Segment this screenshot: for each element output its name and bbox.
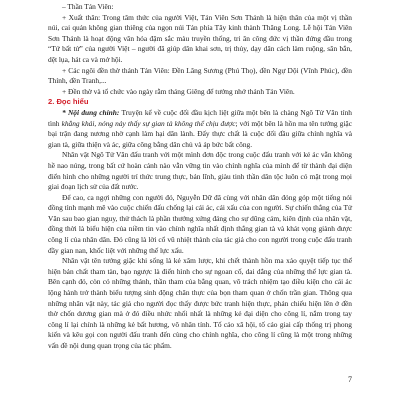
page-number: 7 (348, 375, 352, 385)
text-segment: ; với một bên là hồn ma tên tướng giặc bại trận đang nương nhờ cạnh làm hại dân lành. Đấy thực chất là cuộc đối đầu giữa chính nghĩa và gian tà, giữa thiện và ác, giữa công bằng dân chủ và áp bức bất công. (48, 118, 352, 149)
label-noi-dung-chinh: * Nội dung chính: (62, 107, 120, 117)
paragraph-xuat-than: + Xuất thân: Trong tâm thức của người Việt, Tản Viên Sơn Thánh là hiện thân của một vị thần núi, cai quản không gian thiêng của ngọn núi Tản phía Tây kinh thành Thăng Long. Lễ hội Tản Viên Sơn Thánh là hoạt động văn hóa đậm sắc màu truyền thống, tri ân công đức vị thần đứng đầu trong “Tứ bất tử” của người Việt – người đã giúp dân khai sơn, trị thủy, dạy dân cách làm ruộng, săn bắn, dệt lụa, hát ca và mở hội. (48, 12, 352, 64)
paragraph-den-tho: + Đền thờ và tổ chức vào ngày rằm tháng Giêng để tưởng nhớ thánh Tản Viên. (62, 86, 295, 96)
paragraph-cac-ngoi-den: + Các ngôi đền thờ thánh Tản Viên: Đền Lăng Sương (Phú Thọ), đền Ngự Dội (Vĩnh Phúc), đền Thính, đền Tranh,... (48, 65, 352, 86)
paragraph-ngo-tu-van: Nhân vật Ngô Tử Văn đấu tranh với một mình đơn độc trong cuộc đấu tranh với kẻ ác vẫn không hề nao núng, trong bất cứ hoàn cảnh nào vẫn vững tin vào chính nghĩa của mình để từ thành đại diện điển hình cho những người trí thức trung thực, bản lĩnh, giàu tinh thần dân tộc luôn có mặt trong mọi giai đoạn lịch sử của đất nước. (48, 150, 352, 192)
text-segment-italic: khẳng khái, nóng nảy thấy sự gian tà không thể chịu được (61, 118, 236, 128)
paragraph-tuong-giac: Nhân vật tên tướng giặc khi sống là kẻ xâm lược, khi chết thành hồn ma xảo quyệt tiếp tục thể hiện bản chất tham tàn, bạo ngược là điển hình cho sự ngoan cố, dai dẳng của những thế lực gian tà. Bên cạnh đó, còn có những thánh, thần tham của bằng quan, vô trách nhiệm tạo điều kiện cho cái ác lộng hành trở thành biểu tượng sinh động chân thực của bọn tham quan ở chốn trần gian. Thông qua những nhân vật này, tác giả cho người đọc thấy được bức tranh hiện thực, phản chiếu hiện lên ở đền thờ chốn dương gian mà ở đó điều nhức nhối nhất là những kẻ đại diện cho công lí, nắm trong tay công lí lại chính là những kẻ bất hương, vô nhân tính. Tố cáo xã hội, tố cáo giai cấp thống trị phong kiến và kêu gọi con người đấu tranh đến cùng cho chính nghĩa, cho công lí cũng là một trong những vấn đề nội dung quan trọng của tác phẩm. (48, 256, 352, 350)
paragraph-de-cao: Để cao, ca ngợi những con người đó, Nguyễn Dữ đã cùng với nhân dân đóng góp một tiếng nói đồng tình mạnh mẽ vào cuộc chiến đấu chống lại cái ác, cái xấu của con người. Sự chiến thắng của Tử Văn sau bao gian nguy, thử thách là phần thưởng xứng đáng cho sự dũng cảm, kiên định của nhân vật, đồng thời là biểu hiện của niềm tin vào chính nghĩa nhất định thắng gian tà và khát vọng giành được công lí của nhân dân. Đó cũng là lời cổ vũ nhiệt thành của tác giả cho con người trong cuộc đấu tranh đầy gian nan, khốc liệt với những thế lực xấu. (48, 192, 352, 255)
section-heading-doc-hieu: 2. Đọc hiểu (48, 97, 89, 107)
paragraph-noi-dung-chinh (48, 108, 352, 150)
text-segment: Truyện kể về cuộc đối đầu kịch liệt giữa một bên là chàng Ngô Tử Văn tính tình (48, 107, 353, 128)
paragraph-than-tan-vien: – Thần Tản Viên: (62, 2, 114, 11)
